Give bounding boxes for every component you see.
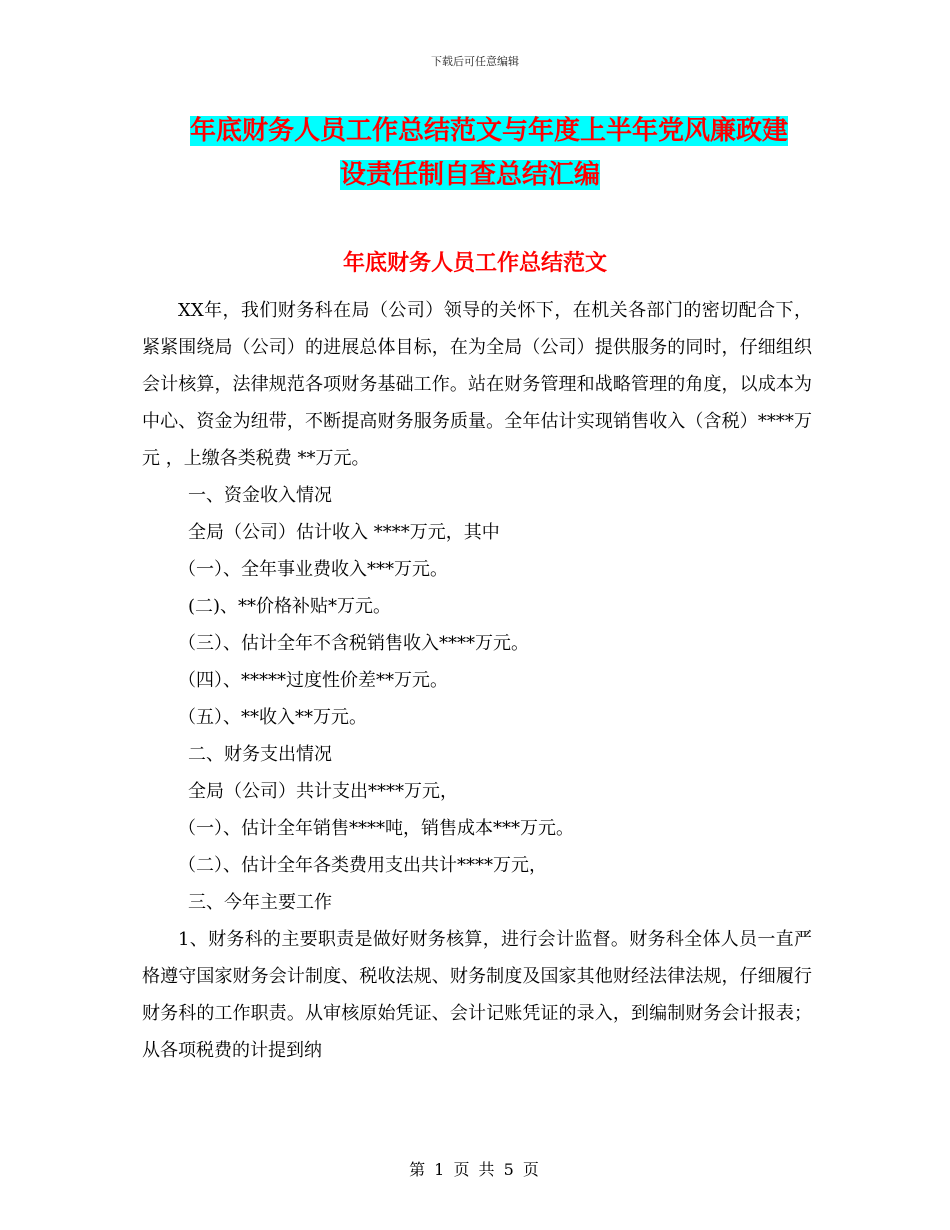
section-2-summary: 全局（公司）共计支出****万元，: [188, 781, 458, 802]
page-footer: 第 1 页 共 5 页: [409, 1160, 541, 1179]
title-text-1: 年底财务人员工作总结范文与年度上半年党风廉政建: [190, 116, 789, 146]
title-text-2: 设责任制自查总结汇编: [340, 160, 601, 190]
document-title-line-1: [190, 106, 830, 156]
section-1-heading: 一、资金收入情况: [188, 485, 332, 506]
document-title-line-2: [340, 150, 950, 200]
list-item: （一）、估计全年销售****吨，销售成本***万元。: [178, 818, 574, 839]
list-item: (二)、**价格补贴*万元。: [188, 596, 392, 617]
list-item: （五）、**收入**万元。: [178, 707, 367, 728]
list-item: （三）、估计全年不含税销售收入****万元。: [178, 633, 529, 654]
header-note: 下载后可任意编辑: [431, 55, 519, 68]
section-3-paragraph: 1、财务科的主要职责是做好财务核算，进行会计监督。财务科全体人员一直严格遵守国家财务会计制度、税收法规、财务制度及国家其他财经法律法规，仔细履行财务科的工作职责。从审核原始凭证、会计记账凭证的录入，到编制财务会计报表；从各项税费的计提到纳: [142, 929, 812, 1061]
section-title: 年底财务人员工作总结范文: [342, 251, 607, 276]
section-3-heading: 三、今年主要工作: [188, 892, 332, 913]
list-item: （四）、*****过度性价差**万元。: [178, 670, 448, 691]
list-item: （二）、估计全年各类费用支出共计****万元，: [178, 855, 547, 876]
section-2-heading: 二、财务支出情况: [188, 744, 332, 765]
list-item: （一）、全年事业费收入***万元。: [178, 559, 448, 580]
document-body: [142, 292, 812, 1069]
section-1-summary: 全局（公司）估计收入 ****万元，其中: [188, 522, 500, 543]
intro-paragraph: XX年，我们财务科在局（公司）领导的关怀下，在机关各部门的密切配合下，紧紧围绕局（公司）的进展总体目标，在为全局（公司）提供服务的同时，仔细组织会计核算，法律规范各项财务基础工作。站在财务管理和战略管理的角度，以成本为中心、资金为纽带，不断提高财务服务质量。全年估计实现销售收入（含税）****万元 ，上缴各类税费 **万元。: [142, 300, 812, 469]
